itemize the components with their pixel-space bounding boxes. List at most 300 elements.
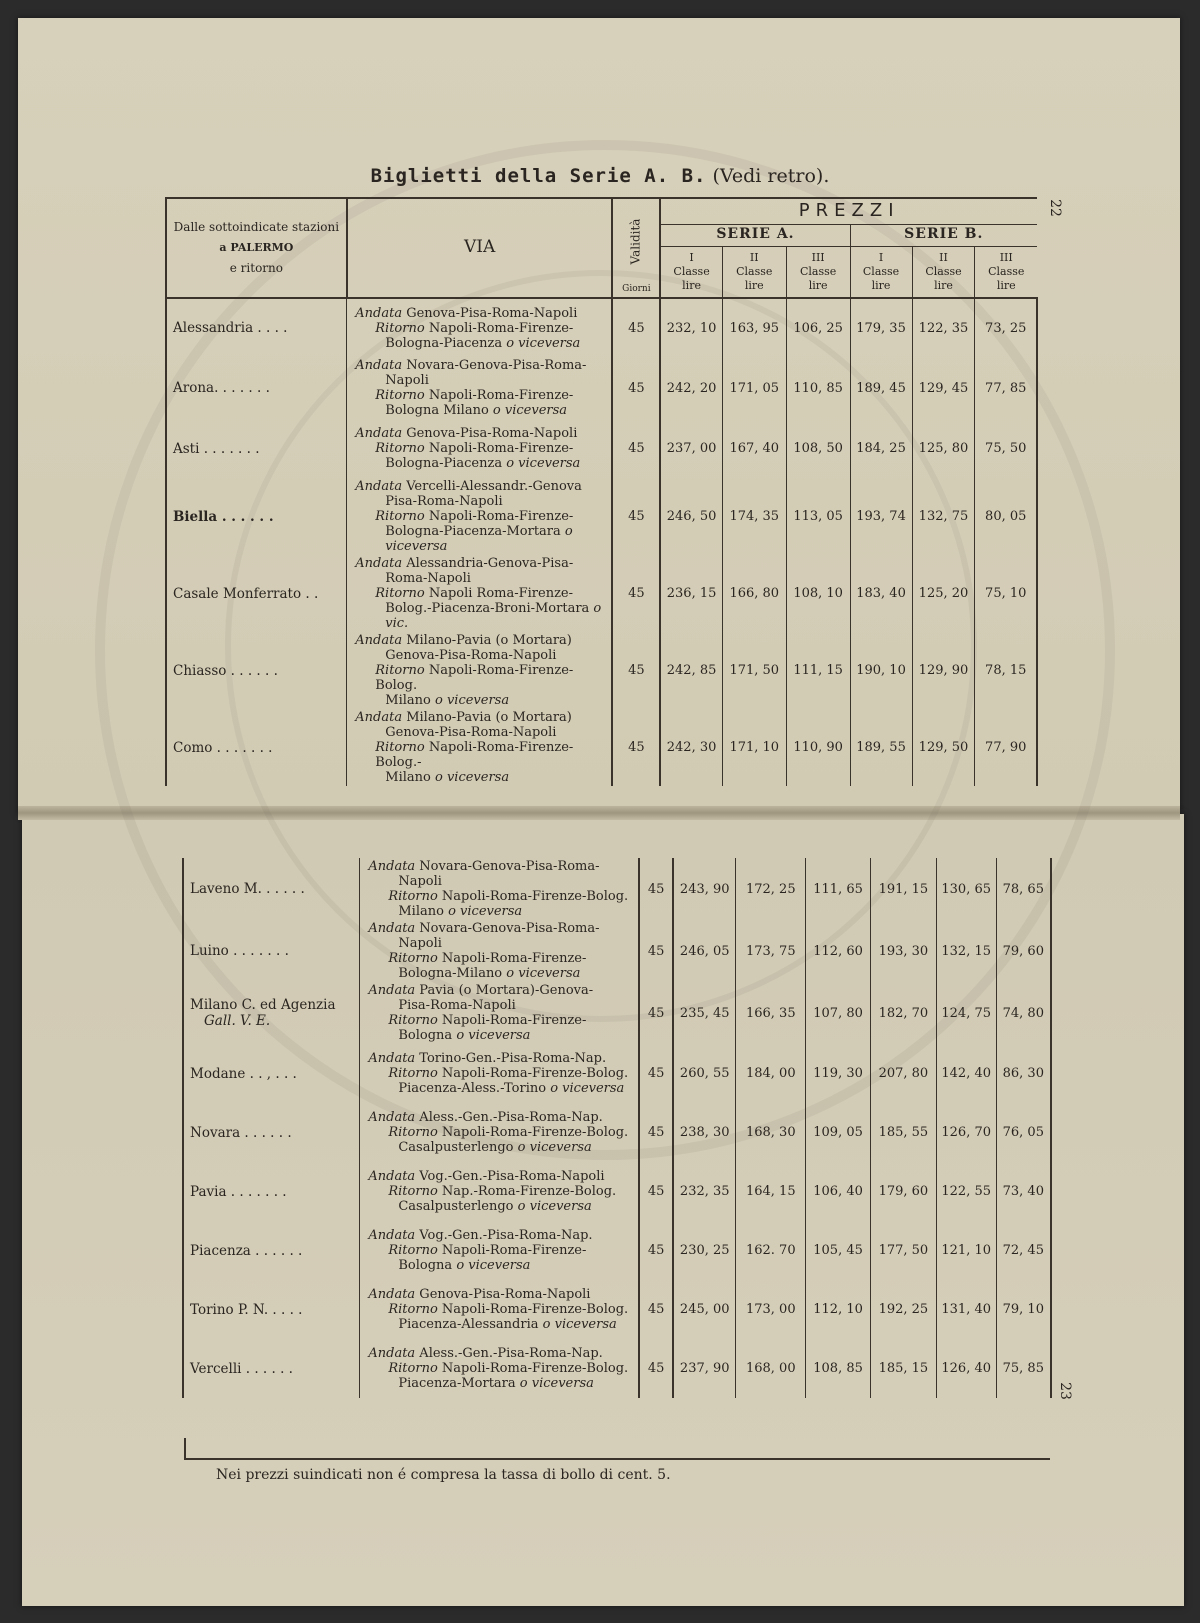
table-row <box>166 298 1037 357</box>
table-body-bottom <box>183 858 1051 1398</box>
route-line <box>368 936 637 951</box>
route-text: Bologna <box>398 1028 457 1043</box>
price-a-class-3: 106, 25 <box>786 298 850 357</box>
station-name: Arona. . . . . . . <box>173 380 270 396</box>
route-direction: Andata <box>355 633 403 648</box>
price-a-class-2: 173, 00 <box>736 1280 806 1339</box>
station-cell <box>183 1162 360 1221</box>
price-a-class-2: 164, 15 <box>736 1162 806 1221</box>
price-a-class-1: 237, 90 <box>673 1339 736 1398</box>
validity-days: 45 <box>612 555 660 632</box>
route-line <box>368 1287 637 1302</box>
route-cell <box>360 920 639 982</box>
price-a-class-1: 232, 10 <box>660 298 722 357</box>
header-stations <box>166 198 347 298</box>
route-viceversa: o viceversa <box>517 1199 592 1214</box>
price-b-class-3: 73, 40 <box>996 1162 1051 1221</box>
route-line <box>355 358 610 373</box>
route-line <box>368 1376 637 1391</box>
route-cell <box>347 555 613 632</box>
price-b-class-1: 193, 74 <box>850 478 912 555</box>
class-header-l1: Classe <box>736 264 773 278</box>
validity-days: 45 <box>639 982 673 1044</box>
table-row <box>183 1162 1051 1221</box>
route-text: Napoli-Roma-Firenze- <box>424 388 574 403</box>
route-text: Milano-Pavia (o Mortara) <box>402 633 572 648</box>
validity-days: 45 <box>639 1103 673 1162</box>
route-text: Milano <box>385 693 435 708</box>
price-b-class-2: 130, 65 <box>936 858 996 920</box>
route-text: Napoli-Roma-Firenze- <box>437 1013 587 1028</box>
price-b-class-2: 131, 40 <box>936 1280 996 1339</box>
station-name: Biella . . . . . . <box>173 508 274 525</box>
price-b-class-3: 79, 60 <box>996 920 1051 982</box>
route-direction: Andata <box>368 1110 416 1125</box>
route-direction: Ritorno <box>388 1184 438 1199</box>
route-line <box>368 966 637 981</box>
footnote: Nei prezzi suindicati non é compresa la tassa di bollo di cent. 5. <box>216 1467 671 1483</box>
class-header-l1: Classe <box>988 264 1025 278</box>
class-header-b-3 <box>975 246 1037 298</box>
route-direction: Andata <box>355 426 403 441</box>
table-row <box>166 709 1037 786</box>
price-b-class-3: 79, 10 <box>996 1280 1051 1339</box>
route-line <box>355 479 610 494</box>
price-b-class-3: 78, 65 <box>996 858 1051 920</box>
station-name: Modane . . , . . . <box>190 1065 297 1082</box>
price-a-class-2: 171, 50 <box>722 632 786 709</box>
route-text: Aless.-Gen.-Pisa-Roma-Nap. <box>415 1110 603 1125</box>
price-a-class-1: 235, 45 <box>673 982 736 1044</box>
table-row <box>183 858 1051 920</box>
route-viceversa: o viceversa <box>456 1258 531 1273</box>
table-row <box>183 1044 1051 1103</box>
price-a-class-2: 184, 00 <box>736 1044 806 1103</box>
route-viceversa: o viceversa <box>506 335 581 351</box>
page-title <box>0 165 1200 187</box>
route-cell <box>360 1103 639 1162</box>
route-line <box>355 725 610 740</box>
validity-days: 45 <box>639 858 673 920</box>
route-cell <box>360 1044 639 1103</box>
route-text: Bologna <box>398 1258 457 1273</box>
station-name: Milano C. ed Agenzia <box>190 997 336 1013</box>
route-text: Napoli-Roma-Firenze-Bolog. <box>437 889 629 904</box>
price-b-class-2: 142, 40 <box>936 1044 996 1103</box>
header-stations-line3: e ritorno <box>229 260 283 275</box>
class-header-l1: Classe <box>925 264 962 278</box>
class-header-l1: Classe <box>862 264 900 278</box>
price-b-class-3: 77, 90 <box>975 709 1037 786</box>
route-direction: Andata <box>368 1287 416 1302</box>
station-cell <box>166 555 347 632</box>
route-line <box>355 693 610 708</box>
price-a-class-3: 112, 60 <box>806 920 871 982</box>
route-text: Bologna-Milano <box>398 966 507 981</box>
price-b-class-1: 179, 35 <box>850 298 912 357</box>
station-cell <box>166 709 347 786</box>
validity-days: 45 <box>612 632 660 709</box>
price-b-class-3: 78, 15 <box>975 632 1037 709</box>
validity-days: 45 <box>639 1339 673 1398</box>
validity-days: 45 <box>612 478 660 555</box>
route-line <box>368 983 637 998</box>
station-name: Luino . . . . . . . <box>190 943 289 959</box>
route-line <box>355 321 610 336</box>
route-direction: Ritorno <box>388 1243 438 1258</box>
price-b-class-3: 75, 10 <box>975 555 1037 632</box>
class-header-a-1 <box>660 246 722 298</box>
route-viceversa: o viceversa <box>519 1376 594 1391</box>
route-text: Aless.-Gen.-Pisa-Roma-Nap. <box>415 1346 603 1361</box>
class-header-l2: lire <box>871 278 891 292</box>
price-a-class-3: 108, 85 <box>806 1339 871 1398</box>
station-name: Vercelli . . . . . . <box>190 1360 293 1377</box>
route-text: Genova-Pisa-Roma-Napoli <box>385 648 557 663</box>
price-b-class-2: 121, 10 <box>936 1221 996 1280</box>
price-a-class-3: 105, 45 <box>806 1221 871 1280</box>
route-line <box>368 1317 637 1332</box>
route-line <box>355 571 610 586</box>
route-line <box>368 1013 637 1028</box>
class-header-l2: lire <box>934 278 953 292</box>
route-text: Casalpusterlengo <box>398 1140 518 1155</box>
price-b-class-2: 125, 80 <box>912 419 975 478</box>
price-a-class-3: 110, 90 <box>786 709 850 786</box>
price-b-class-2: 126, 40 <box>936 1339 996 1398</box>
route-direction: Ritorno <box>375 320 425 336</box>
table-row <box>183 1103 1051 1162</box>
price-a-class-2: 171, 10 <box>722 709 786 786</box>
price-b-class-3: 80, 05 <box>975 478 1037 555</box>
route-text: Genova-Pisa-Roma-Napoli <box>402 305 578 321</box>
route-cell <box>360 1280 639 1339</box>
route-text: Napoli-Roma-Firenze-Bolog. <box>375 663 574 693</box>
price-b-class-1: 207, 80 <box>870 1044 936 1103</box>
table-row <box>183 920 1051 982</box>
price-a-class-3: 110, 85 <box>786 357 850 419</box>
route-viceversa: o viceversa <box>492 403 568 418</box>
route-line <box>368 921 637 936</box>
class-header-roman: III <box>999 251 1013 265</box>
price-a-class-2: 171, 05 <box>722 357 786 419</box>
price-a-class-2: 174, 35 <box>722 478 786 555</box>
route-line <box>368 1302 637 1317</box>
route-line <box>355 373 610 388</box>
price-a-class-2: 167, 40 <box>722 419 786 478</box>
validity-days: 45 <box>639 1280 673 1339</box>
route-text: Piacenza-Mortara <box>398 1376 520 1391</box>
route-cell <box>360 1221 639 1280</box>
route-direction: Ritorno <box>388 1066 438 1081</box>
price-b-class-3: 77, 85 <box>975 357 1037 419</box>
price-a-class-1: 243, 90 <box>673 858 736 920</box>
table-row <box>183 1280 1051 1339</box>
route-line <box>355 770 610 785</box>
table-row <box>166 555 1037 632</box>
table-row <box>166 419 1037 478</box>
route-viceversa: o viceversa <box>448 904 523 919</box>
route-direction: Andata <box>355 556 403 571</box>
route-direction: Andata <box>355 710 403 725</box>
route-text: Vog.-Gen.-Pisa-Roma-Nap. <box>415 1228 593 1243</box>
route-line <box>355 509 610 524</box>
price-a-class-1: 242, 30 <box>660 709 722 786</box>
class-header-l2: lire <box>808 278 828 292</box>
route-line <box>368 1361 637 1376</box>
station-name: Como . . . . . . . <box>173 739 273 756</box>
route-line <box>368 1184 637 1199</box>
route-text: Napoli-Roma-Firenze- <box>437 951 587 966</box>
validity-days: 45 <box>639 920 673 982</box>
station-cell <box>183 1221 360 1280</box>
station-name: Novara . . . . . . <box>190 1124 292 1141</box>
price-b-class-3: 74, 80 <box>996 982 1051 1044</box>
header-stations-line1: Dalle sottoindicate stazioni <box>173 220 340 235</box>
price-b-class-1: 183, 40 <box>850 555 912 632</box>
class-header-l2: lire <box>744 278 764 292</box>
header-via: VIA <box>347 198 613 298</box>
station-name: Torino P. N. . . . . <box>190 1301 303 1318</box>
route-cell <box>360 858 639 920</box>
price-a-class-3: 112, 10 <box>806 1280 871 1339</box>
route-text: Genova-Pisa-Roma-Napoli <box>402 426 578 441</box>
bottom-rule <box>184 1458 1050 1460</box>
route-line <box>355 586 610 601</box>
route-text: Bologna-Piacenza <box>385 456 507 471</box>
station-cell <box>183 982 360 1044</box>
price-b-class-1: 189, 45 <box>850 357 912 419</box>
price-b-class-2: 125, 20 <box>912 555 975 632</box>
price-a-class-2: 172, 25 <box>736 858 806 920</box>
route-line <box>368 1228 637 1243</box>
bottom-left-rule <box>184 1438 186 1458</box>
table-row <box>183 982 1051 1044</box>
price-b-class-1: 182, 70 <box>870 982 936 1044</box>
route-line <box>368 1028 637 1043</box>
table-row <box>183 1339 1051 1398</box>
station-name: Chiasso . . . . . . <box>173 662 278 679</box>
price-a-class-3: 113, 05 <box>786 478 850 555</box>
route-text: Piacenza-Aless.-Torino <box>398 1081 551 1096</box>
route-text: Napoli <box>385 373 429 388</box>
page-number-top: 22 <box>1046 199 1063 217</box>
station-cell <box>166 478 347 555</box>
route-line <box>368 1140 637 1155</box>
route-line <box>368 1125 637 1140</box>
price-b-class-2: 129, 90 <box>912 632 975 709</box>
station-cell <box>183 1044 360 1103</box>
price-a-class-1: 236, 15 <box>660 555 722 632</box>
route-line <box>355 456 610 471</box>
price-a-class-1: 245, 00 <box>673 1280 736 1339</box>
route-cell <box>347 478 613 555</box>
validity-days: 45 <box>612 709 660 786</box>
validity-days: 45 <box>612 357 660 419</box>
price-b-class-2: 129, 45 <box>912 357 975 419</box>
route-text: Milano-Pavia (o Mortara) <box>402 710 572 725</box>
route-direction: Ritorno <box>375 663 425 678</box>
route-text: Roma-Napoli <box>385 571 471 586</box>
route-line <box>355 648 610 663</box>
header-validity <box>612 198 660 298</box>
header-validity-label: Validità <box>628 218 643 264</box>
station-cell <box>183 1339 360 1398</box>
route-line <box>368 1258 637 1273</box>
route-text: Novara-Genova-Pisa-Roma- <box>402 358 587 373</box>
route-text: Novara-Genova-Pisa-Roma- <box>415 859 600 874</box>
class-header-roman: II <box>749 251 759 265</box>
station-name-line2: Gall. V. E. <box>204 1013 271 1029</box>
class-header-roman: II <box>939 251 948 265</box>
route-direction: Ritorno <box>388 1125 438 1140</box>
class-header-a-2 <box>722 246 786 298</box>
route-text: Torino-Gen.-Pisa-Roma-Nap. <box>415 1051 607 1066</box>
price-a-class-2: 168, 00 <box>736 1339 806 1398</box>
class-header-l1: Classe <box>799 264 837 278</box>
price-b-class-2: 122, 35 <box>912 298 975 357</box>
route-text: Napoli-Roma-Firenze-Bolog. <box>437 1066 629 1081</box>
route-line <box>355 556 610 571</box>
class-header-b-2 <box>912 246 975 298</box>
route-cell <box>347 419 613 478</box>
price-b-class-3: 76, 05 <box>996 1103 1051 1162</box>
route-direction: Andata <box>368 859 416 874</box>
validity-days: 45 <box>639 1221 673 1280</box>
route-line <box>368 1051 637 1066</box>
station-name: Casale Monferrato . . <box>173 585 319 602</box>
price-b-class-1: 189, 55 <box>850 709 912 786</box>
station-cell <box>166 419 347 478</box>
title-main: Biglietti della Serie A. B. <box>370 165 707 187</box>
route-cell <box>360 982 639 1044</box>
price-a-class-1: 237, 00 <box>660 419 722 478</box>
table-row <box>183 1221 1051 1280</box>
price-a-class-1: 242, 20 <box>660 357 722 419</box>
station-cell <box>166 357 347 419</box>
route-line <box>368 859 637 874</box>
route-viceversa: o viceversa <box>506 456 581 471</box>
price-b-class-1: 185, 55 <box>870 1103 936 1162</box>
fare-table-top <box>165 197 1038 786</box>
page-number-bottom: 23 <box>1056 1382 1073 1400</box>
title-note: (Vedi retro). <box>712 165 830 187</box>
route-viceversa: o viceversa <box>456 1028 531 1043</box>
price-b-class-1: 177, 50 <box>870 1221 936 1280</box>
price-a-class-2: 168, 30 <box>736 1103 806 1162</box>
route-direction: Ritorno <box>388 889 438 904</box>
header-days: Giorni <box>622 283 651 294</box>
price-b-class-3: 75, 50 <box>975 419 1037 478</box>
class-header-l2: lire <box>996 278 1016 292</box>
price-b-class-2: 132, 15 <box>936 920 996 982</box>
route-text: Napoli-Roma-Firenze- <box>424 509 574 524</box>
route-cell <box>347 709 613 786</box>
route-direction: Ritorno <box>375 586 425 601</box>
station-cell <box>183 1103 360 1162</box>
table-body-top <box>166 298 1037 786</box>
table-row <box>166 632 1037 709</box>
route-text: Milano <box>385 770 435 785</box>
price-a-class-1: 246, 50 <box>660 478 722 555</box>
route-text: Bologna-Piacenza <box>385 335 507 351</box>
price-b-class-1: 185, 15 <box>870 1339 936 1398</box>
class-header-roman: III <box>811 251 825 265</box>
price-a-class-3: 111, 65 <box>806 858 871 920</box>
route-line <box>355 441 610 456</box>
route-direction: Andata <box>355 358 403 373</box>
price-b-class-3: 73, 25 <box>975 298 1037 357</box>
route-text: Genova-Pisa-Roma-Napoli <box>415 1287 591 1302</box>
route-text: Napoli-Roma-Firenze-Bolog.- <box>375 740 574 770</box>
route-line <box>368 951 637 966</box>
route-direction: Ritorno <box>375 740 425 755</box>
route-line <box>355 388 610 403</box>
route-direction: Andata <box>368 1169 416 1184</box>
price-a-class-3: 119, 30 <box>806 1044 871 1103</box>
station-name: Alessandria . . . . <box>173 320 288 336</box>
route-line <box>368 904 637 919</box>
fare-table-bottom <box>182 858 1052 1398</box>
price-a-class-1: 242, 85 <box>660 632 722 709</box>
route-line <box>368 1243 637 1258</box>
route-direction: Andata <box>368 1346 416 1361</box>
route-viceversa: o vic. <box>385 601 602 631</box>
route-text: Napoli <box>398 874 442 889</box>
route-viceversa: o viceversa <box>506 966 581 981</box>
station-name: Piacenza . . . . . . <box>190 1242 303 1259</box>
route-cell <box>347 357 613 419</box>
price-b-class-2: 132, 75 <box>912 478 975 555</box>
route-direction: Andata <box>368 1051 416 1066</box>
route-cell <box>347 632 613 709</box>
route-line <box>355 494 610 509</box>
route-line <box>368 889 637 904</box>
route-line <box>355 336 610 351</box>
route-viceversa: o viceversa <box>434 770 510 785</box>
route-text: Nap.-Roma-Firenze-Bolog. <box>437 1184 617 1199</box>
station-cell <box>183 858 360 920</box>
route-direction: Andata <box>368 1228 416 1243</box>
table-row <box>166 478 1037 555</box>
header-prices: PREZZI <box>660 198 1037 224</box>
price-b-class-2: 124, 75 <box>936 982 996 1044</box>
route-text: Pavia (o Mortara)-Genova- <box>415 983 594 998</box>
route-viceversa: o viceversa <box>385 524 573 554</box>
route-line <box>368 1110 637 1125</box>
route-direction: Ritorno <box>375 441 425 456</box>
validity-days: 45 <box>612 419 660 478</box>
route-text: Pisa-Roma-Napoli <box>398 998 516 1013</box>
validity-days: 45 <box>639 1162 673 1221</box>
price-b-class-1: 192, 25 <box>870 1280 936 1339</box>
header-series-a: SERIE A. <box>660 224 850 246</box>
class-header-a-3 <box>786 246 850 298</box>
station-name: Asti . . . . . . . <box>173 440 260 457</box>
price-a-class-2: 173, 75 <box>736 920 806 982</box>
route-direction: Ritorno <box>388 1361 438 1376</box>
route-text: Vog.-Gen.-Pisa-Roma-Napoli <box>415 1169 605 1184</box>
route-viceversa: o viceversa <box>542 1317 617 1332</box>
price-a-class-3: 106, 40 <box>806 1162 871 1221</box>
route-direction: Andata <box>368 921 416 936</box>
station-cell <box>166 632 347 709</box>
route-text: Piacenza-Alessandria <box>398 1317 543 1332</box>
route-text: Bolog.-Piacenza-Broni-Mortara <box>385 601 594 616</box>
route-line <box>368 1199 637 1214</box>
route-line <box>368 1081 637 1096</box>
class-header-b-1 <box>850 246 912 298</box>
